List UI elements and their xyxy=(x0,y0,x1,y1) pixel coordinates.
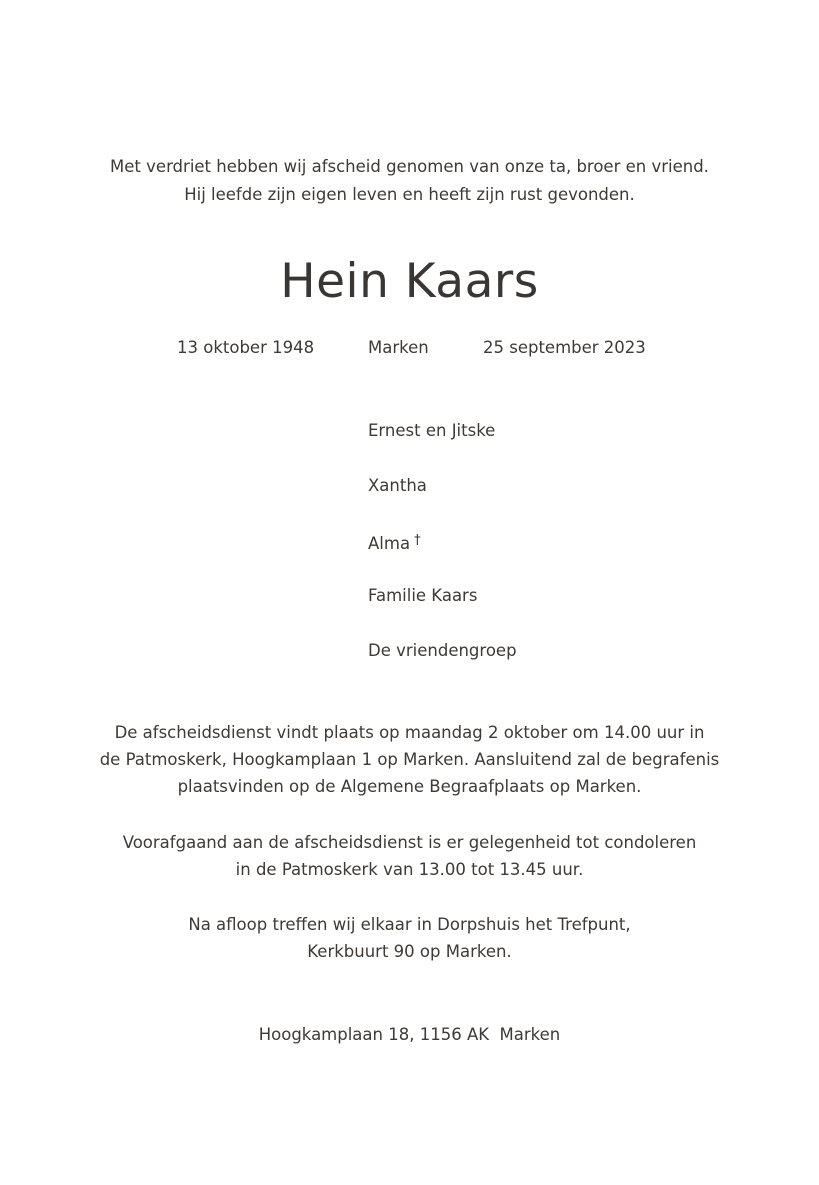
relative-item xyxy=(368,474,517,529)
service-info xyxy=(0,719,819,800)
condolence-line-2: in de Patmoskerk van 13.00 tot 13.45 uur. xyxy=(235,860,584,879)
life-dates xyxy=(0,336,819,360)
relative-name: Ernest en Jitske xyxy=(368,421,496,440)
relative-item xyxy=(368,419,517,474)
deceased-name: Hein Kaars xyxy=(280,254,539,309)
relative-name: Xantha xyxy=(368,476,427,495)
condolence-info xyxy=(0,829,819,883)
gathering-line-2: Kerkbuurt 90 op Marken. xyxy=(307,942,512,961)
service-line-2: de Patmoskerk, Hoogkamplaan 1 op Marken. Aansluitend zal de begrafenis xyxy=(99,750,720,769)
home-address: Hoogkamplaan 18, 1156 AK Marken xyxy=(258,1025,561,1044)
gathering-line-1: Na afloop treffen wij elkaar in Dorpshuis het Trefpunt, xyxy=(188,915,631,934)
service-line-3: plaatsvinden op de Algemene Begraafplaats op Marken. xyxy=(177,777,642,796)
relative-name: Familie Kaars xyxy=(368,586,478,605)
relative-name: Alma xyxy=(368,534,411,553)
intro-line-1: Met verdriet hebben wij afscheid genomen van onze ta, broer en vriend. xyxy=(110,157,709,176)
place-name: Marken xyxy=(368,338,429,357)
intro-text xyxy=(0,153,819,209)
service-line-1: De afscheidsdienst vindt plaats op maandag 2 oktober om 14.00 uur in xyxy=(114,723,705,742)
deceased-cross-icon: † xyxy=(414,533,421,548)
relative-item xyxy=(368,639,517,694)
condolence-line-1: Voorafgaand aan de afscheidsdienst is er gelegenheid tot condoleren xyxy=(122,833,697,852)
relative-item xyxy=(368,529,517,584)
birth-date: 13 oktober 1948 xyxy=(177,338,315,357)
relative-name: De vriendengroep xyxy=(368,641,517,660)
death-date: 25 september 2023 xyxy=(483,338,646,357)
relatives-list xyxy=(368,419,517,694)
intro-line-2: Hij leefde zijn eigen leven en heeft zijn rust gevonden. xyxy=(184,185,635,204)
relative-item xyxy=(368,584,517,639)
gathering-info xyxy=(0,911,819,965)
